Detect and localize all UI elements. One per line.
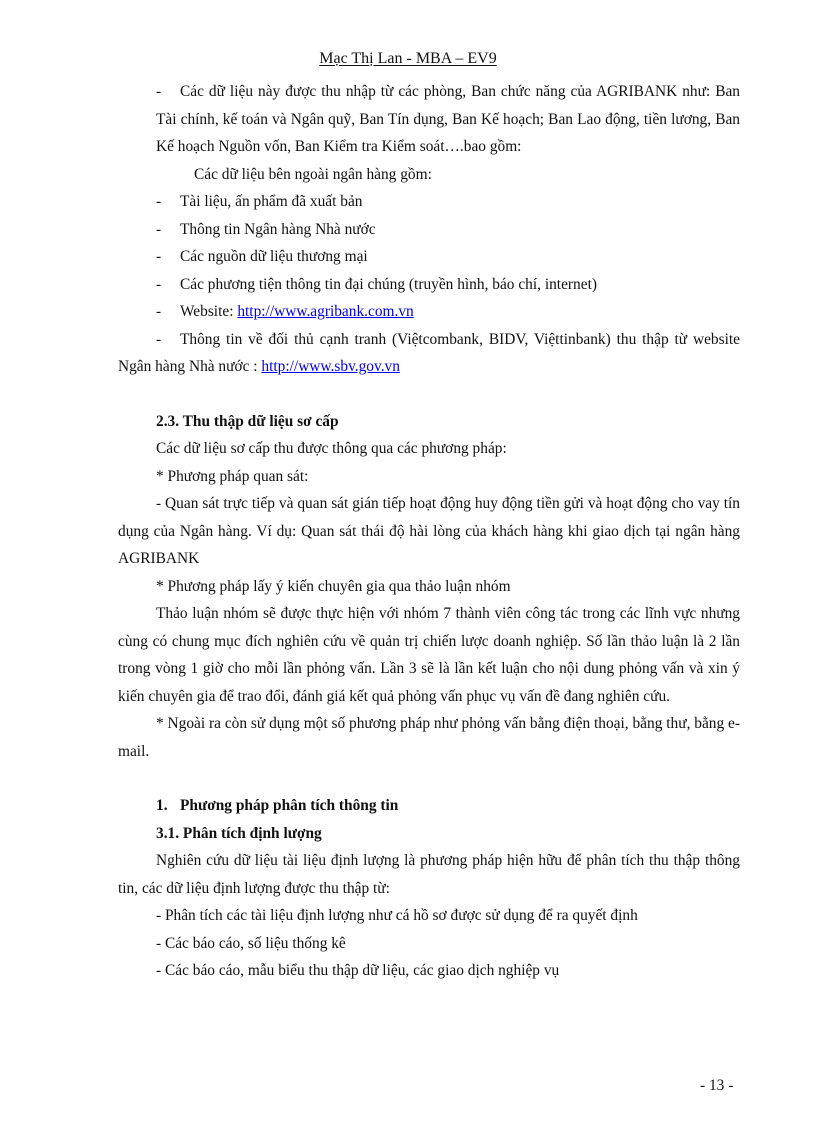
competitors-text: Thông tin về đối thủ cạnh tranh (Việtcombank, BIDV, Việttinbank) thu thập từ website Ngân hàng Nhà nước : <box>118 330 740 375</box>
list-item: - Các báo cáo, mẫu biểu thu thập dữ liệu, các giao dịch nghiệp vụ <box>156 962 560 979</box>
external-intro: Các dữ liệu bên ngoài ngân hàng gồm: <box>194 165 432 183</box>
section-title: Phương pháp phân tích thông tin <box>180 797 399 814</box>
para-text: Các dữ liệu này được thu nhập từ các phòng, Ban chức năng của AGRIBANK như: Ban Tài chính, kế toán và Ngân quỹ, Ban Tín dụng, Ban Kế hoạch; Ban Lao động, tiền lương, Ban Kế hoạch Nguồn vốn, Ban Kiểm tra Kiểm soát….bao gồm: <box>156 83 740 155</box>
sbv-link[interactable]: http://www.sbv.gov.vn <box>261 358 400 375</box>
dash: - <box>156 248 162 265</box>
list-item <box>118 216 740 244</box>
page-content <box>118 78 740 985</box>
list-item <box>118 271 740 299</box>
expert-title: * Phương pháp lấy ý kiến chuyên gia qua thảo luận nhóm <box>156 577 511 595</box>
dash: - <box>156 83 162 100</box>
para-internal-sources <box>118 78 740 161</box>
section-1-intro: Nghiên cứu dữ liệu tài liệu định lượng là phương pháp hiện hữu để phân tích thu thập thông tin, các dữ liệu định lượng được thu thập từ: <box>118 852 740 897</box>
competitors-item <box>118 326 740 381</box>
dash: - <box>156 275 162 293</box>
list-item <box>118 188 740 216</box>
spacer <box>118 765 740 792</box>
expert-text: Thảo luận nhóm sẽ được thực hiện với nhóm 7 thành viên công tác trong các lĩnh vực nhưng cùng có chung mục đích nghiên cứu về quản trị chiến lược doanh nghiệp. Số lần thảo luận là 2 lần trong vòng 1 giờ cho mỗi lần phỏng vấn. Lần 3 sẽ là lần kết luận cho nội dung phỏng vấn và xin ý kiến chuyên gia để trao đổi, đánh giá kết quả phỏng vấn phục vụ vấn đề đang nghiên cứu. <box>118 605 740 705</box>
section-intro: Các dữ liệu sơ cấp thu được thông qua các phương pháp: <box>156 440 507 457</box>
list-item-text: Các phương tiện thông tin đại chúng (truyền hình, báo chí, internet) <box>180 275 597 293</box>
section-number: 1. <box>156 797 168 814</box>
list-item: - Các báo cáo, số liệu thống kê <box>156 934 346 952</box>
section-heading-3-1: 3.1. Phân tích định lượng <box>156 824 322 842</box>
website-item <box>118 298 740 326</box>
spacer <box>118 381 740 408</box>
list-item-text: Tài liệu, ấn phẩm đã xuất bản <box>180 193 363 210</box>
dash: - <box>156 193 162 210</box>
other-methods-text: * Ngoài ra còn sử dụng một số phương pháp như phỏng vấn bằng điện thoại, bằng thư, bằng e-mail. <box>118 715 740 760</box>
list-item-text: Các nguồn dữ liệu thương mại <box>180 248 368 265</box>
observe-text: - Quan sát trực tiếp và quan sát gián tiếp hoạt động huy động tiền gửi và hoạt động cho vay tín dụng của Ngân hàng. Ví dụ: Quan sát thái độ hài lòng của khách hàng khi giao dịch tại ngân hàng AGRIBANK <box>118 495 740 567</box>
list-item: - Phân tích các tài liệu định lượng như cá hồ sơ được sử dụng để ra quyết định <box>156 907 638 924</box>
list-item-text: Thông tin Ngân hàng Nhà nước <box>180 220 376 238</box>
observe-title: * Phương pháp quan sát: <box>156 467 309 485</box>
section-heading-2-3: 2.3. Thu thập dữ liệu sơ cấp <box>156 412 339 430</box>
page-number: - 13 - <box>700 1077 734 1094</box>
list-item <box>118 243 740 271</box>
dash: - <box>156 220 162 238</box>
dash: - <box>156 330 162 348</box>
page-header: Mạc Thị Lan - MBA – EV9 <box>319 50 497 67</box>
website-label: Website: <box>180 303 238 320</box>
dash: - <box>156 303 162 320</box>
section-heading-1 <box>118 792 740 820</box>
agribank-link[interactable]: http://www.agribank.com.vn <box>237 303 414 320</box>
